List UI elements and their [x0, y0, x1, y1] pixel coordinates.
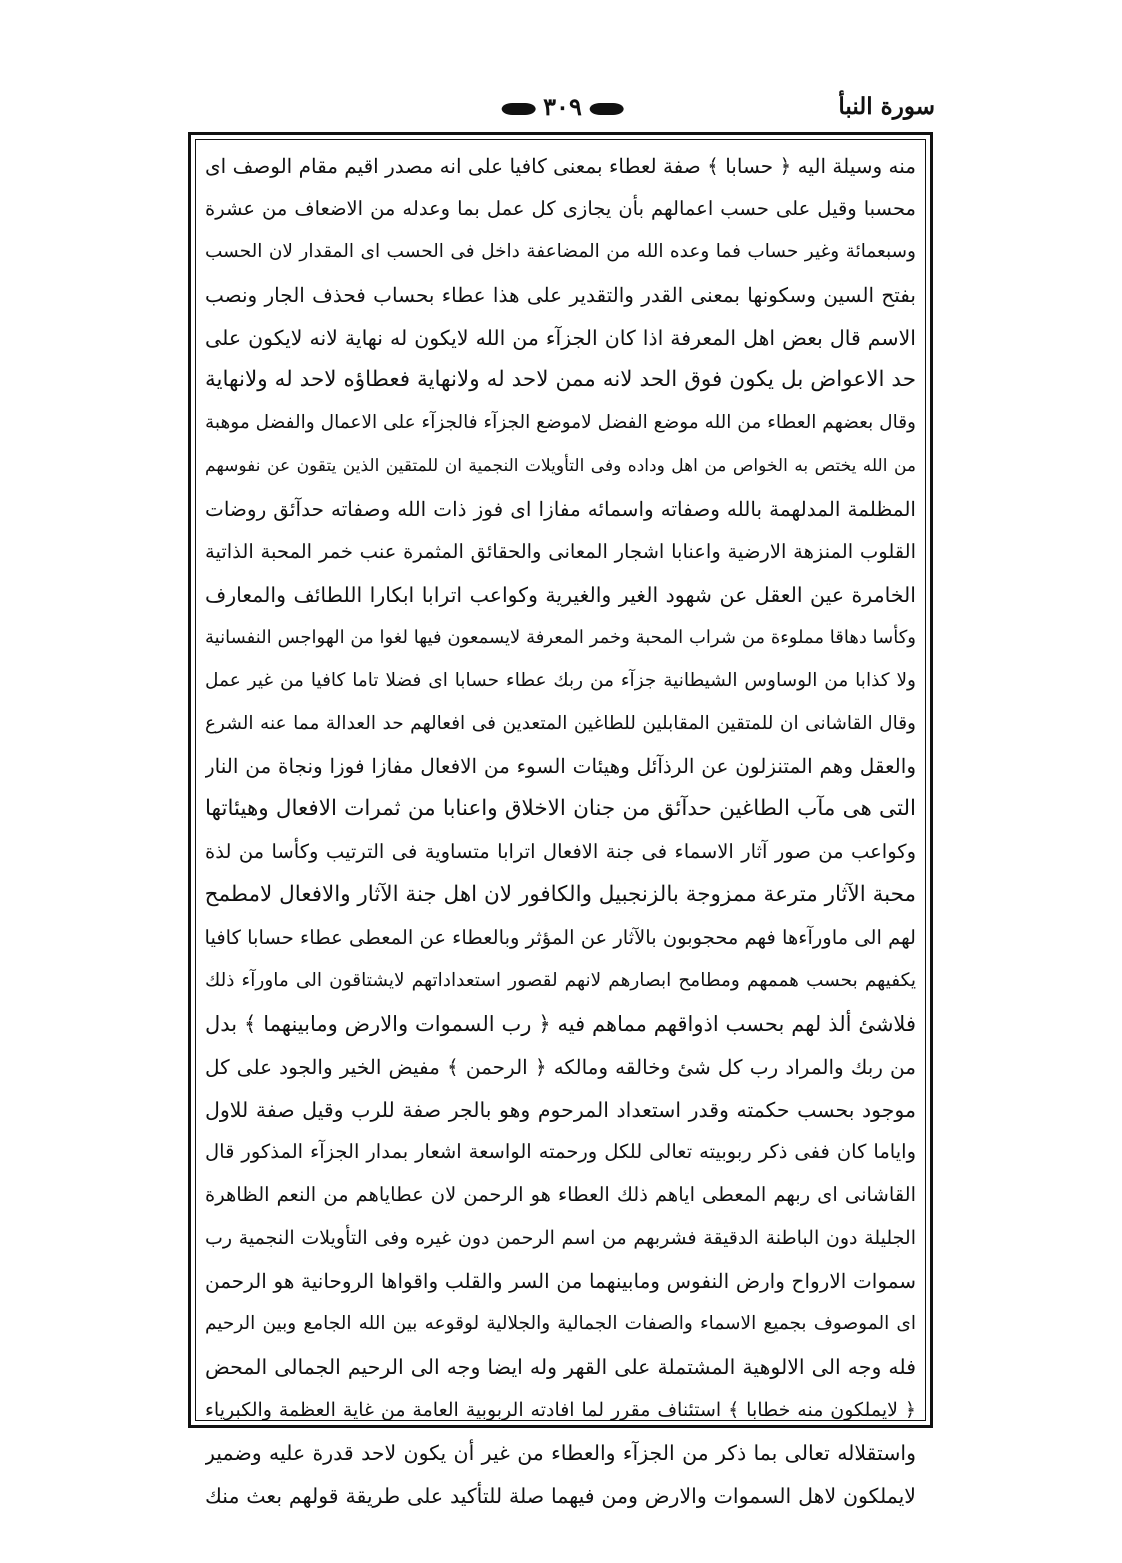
left-ornament-icon: [590, 103, 624, 115]
text-line: محبة الآثار مترعة ممزوجة بالزنجبيل والكافور لان اهل جنة الآثار والافعال لامطمح: [205, 882, 916, 908]
text-line: فلاشئ ألذ لهم بحسب اذواقهم مماهم فيه ﴿ رب السموات والارض ومابينهما ﴾ بدل: [205, 1011, 916, 1036]
text-line: ولا كذابا من الوساوس الشيطانية جزآء من ربك عطاء حسابا اى فضلا تاما كافيا من غير عمل: [205, 669, 916, 691]
surah-title: سورة النبأ: [838, 93, 935, 120]
text-line: المظلمة المدلهمة بالله وصفاته واسمائه مفازا اى فوز ذات الله وصفاته حدآئق روضات: [205, 497, 916, 522]
text-line: والعقل وهم المتنزلون عن الرذآئل وهيئات السوء من الافعال مفازا فوزا ونجاة من النار: [205, 754, 916, 779]
text-line: وقال بعضهم العطاء من الله موضع الفضل لاموضع الجزآء فالجزآء على الاعمال والفضل موهبة: [205, 412, 916, 434]
body-text: [205, 145, 916, 1518]
text-line: وكواعب من صور آثار الاسماء فى جنة الافعال اترابا متساوية فى الترتيب وكأسا من لذة: [205, 840, 916, 864]
text-line: حد الاعواض بل يكون فوق الحد لانه ممن لاحد له ولانهاية فعطاؤه لاحد له ولانهاية: [205, 367, 916, 393]
text-line: الاسم قال بعض اهل المعرفة اذا كان الجزآء من الله لايكون له نهاية لانه لايكون على: [205, 325, 916, 350]
text-line: موجود بحسب حكمته وقدر استعداد المرحوم وهو بالجر صفة للرب وقيل صفة للاول: [205, 1097, 916, 1122]
page-number: ٣٠٩: [543, 92, 582, 121]
text-line: فله وجه الى الالوهية المشتملة على القهر وله ايضا وجه الى الرحيم الجمالى المحض: [205, 1354, 916, 1379]
text-line: الخامرة عين العقل عن شهود الغير والغيرية وكواعب اترابا ابكارا اللطائف والمعارف: [205, 582, 916, 607]
text-line: يكفيهم بحسب هممهم ومطامح ابصارهم لانهم لقصور استعداداتهم لايشتاقون الى ماورآء ذلك: [205, 969, 916, 991]
text-line: وكأسا دهاقا مملوءة من شراب المحبة وخمر المعرفة لايسمعون فيها لغوا من الهواجس النفسانية: [205, 626, 916, 648]
text-line: لهم الى ماورآءها فهم محجوبون بالآثار عن المؤثر وبالعطاء عن المعطى عطاء حسابا كافيا: [205, 926, 916, 950]
text-line: من الله يختص به الخواص من اهل وداده وفى التأويلات النجمية ان للمتقين الذين يتقون عن نفوسهم: [205, 456, 916, 477]
text-line: التى هى مآب الطاغين حدآئق من جنان الاخلاق واعنابا من ثمرات الافعال وهيئاتها: [205, 796, 916, 822]
text-line: بفتح السين وسكونها بمعنى القدر والتقدير على هذا عطاء بحساب فحذف الجار ونصب: [205, 282, 916, 307]
text-line: من ربك والمراد رب كل شئ وخالقه ومالكه ﴿ الرحمن ﴾ مفيض الخير والجود على كل: [205, 1054, 916, 1079]
text-line: الجليلة دون الباطنة الدقيقة فشربهم من اسم الرحمن دون غيره وفى التأويلات النجمية رب: [205, 1227, 916, 1250]
text-line: واياما كان ففى ذكر ربوبيته تعالى للكل ورحمته الواسعة اشعار بمدار الجزآء المذكور قال: [205, 1140, 916, 1164]
text-line: واستقلاله تعالى بما ذكر من الجزآء والعطاء من غير أن يكون لاحد قدرة عليه وضمير: [205, 1440, 916, 1465]
right-ornament-icon: [501, 103, 535, 115]
page-header: [190, 90, 935, 130]
text-line: لايملكون لاهل السموات والارض ومن فيهما صلة للتأكيد على طريقة قولهم بعث منك: [205, 1483, 916, 1508]
text-line: وقال القاشانى ان للمتقين المقابلين للطاغين المتعدين فى افعالهم حد العدالة مما عنه الشرع: [205, 712, 916, 734]
page-number-block: [493, 90, 632, 124]
text-line: منه وسيلة اليه ﴿ حسابا ﴾ صفة لعطاء بمعنى كافيا على انه مصدر اقيم مقام الوصف اى: [205, 154, 916, 178]
text-line: القاشانى اى ربهم المعطى اياهم ذلك العطاء هو الرحمن لان عطاياهم من النعم الظاهرة: [205, 1183, 916, 1207]
text-line: القلوب المنزهة الارضية واعنابا اشجار المعانى والحقائق المثمرة عنب خمر المحبة الذاتية: [205, 540, 916, 564]
text-line: اى الموصوف بجميع الاسماء والصفات الجمالية والجلالية لوقوعه بين الله الجامع وبين الرحيم: [205, 1313, 916, 1335]
text-frame: [188, 132, 933, 1508]
text-line: وسبعمائة وغير حساب فما وعده الله من المضاعفة داخل فى الحسب اى المقدار لان الحسب: [205, 240, 916, 262]
text-line: محسبا وقيل على حسب اعمالهم بأن يجازى كل عمل بما وعدله من الاضعاف من عشرة: [205, 196, 916, 220]
text-line: سموات الارواح وارض النفوس ومابينهما من السر والقلب واقواها الروحانية هو الرحمن: [205, 1269, 916, 1294]
text-line: ﴿ لايملكون منه خطابا ﴾ استئناف مقرر لما افادته الربوبية العامة من غاية العظمة والكبرياء: [205, 1398, 916, 1421]
